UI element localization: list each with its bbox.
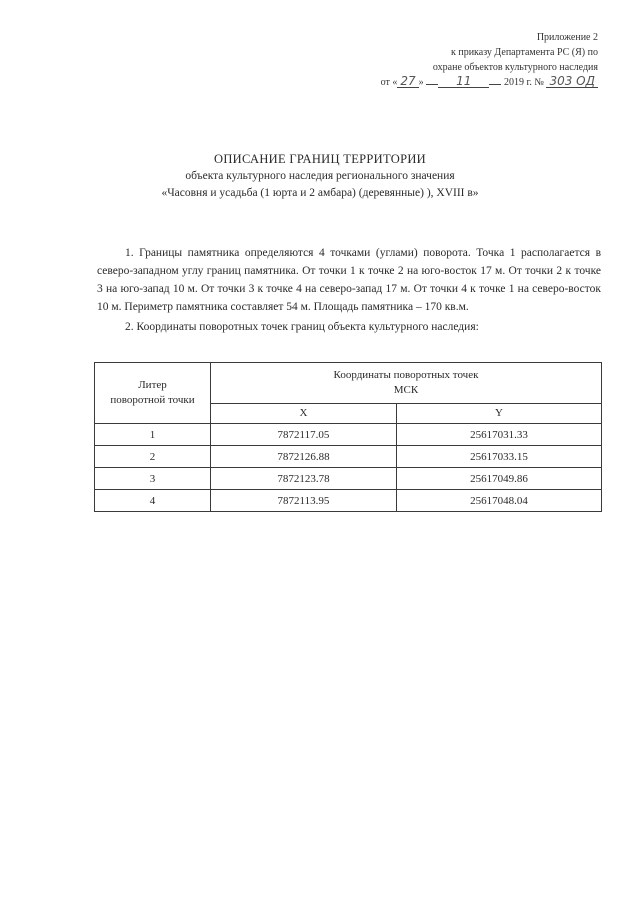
year-text: 2019 г. № — [503, 77, 544, 88]
date-underline — [426, 84, 438, 85]
order-date-line — [381, 75, 598, 90]
appendix-label: Приложение 2 — [536, 32, 598, 43]
table-row — [95, 446, 602, 468]
title-main: ОПИСАНИЕ ГРАНИЦ ТЕРРИТОРИИ — [214, 152, 426, 166]
header-point-line1: Литер — [138, 379, 167, 391]
document-body — [97, 244, 601, 336]
header-point-line2: поворотной точки — [110, 394, 195, 406]
handwritten-day: 27 — [397, 75, 418, 88]
order-reference: к приказу Департамента РС (Я) по — [450, 47, 598, 58]
date-mid: » — [418, 77, 424, 88]
date-prefix: от « — [380, 77, 398, 88]
cell-x: 7872113.95 — [211, 490, 397, 512]
header-point-letter — [95, 363, 211, 424]
cell-y: 25617048.04 — [396, 490, 601, 512]
table-row — [95, 424, 602, 446]
header-y: Y — [396, 403, 601, 423]
handwritten-month: 11 — [438, 75, 489, 88]
cell-x: 7872126.88 — [211, 446, 397, 468]
paragraph-boundaries: 1. Границы памятника определяются 4 точками (углами) поворота. Точка 1 располагается в северо-западном углу границ памятника. От точки 1 к точке 2 на юго-восток 17 м. От точки 2 к точке 3 на юго-запад 10 м. От точки 3 к точке 4 на северо-запад 17 м. От точки 4 к точке 1 на северо-восток 10 м. Периметр памятника составляет 54 м. Площадь памятника – 170 кв.м. — [97, 247, 601, 313]
table-row — [95, 468, 602, 490]
document-title — [0, 150, 640, 202]
table-header-row — [95, 363, 602, 404]
handwritten-order-number: 303 ОД — [546, 75, 598, 88]
cell-x: 7872123.78 — [211, 468, 397, 490]
cell-y: 25617031.33 — [396, 424, 601, 446]
cell-point: 4 — [95, 490, 211, 512]
cell-y: 25617033.15 — [396, 446, 601, 468]
cell-point: 2 — [95, 446, 211, 468]
cell-x: 7872117.05 — [211, 424, 397, 446]
cell-point: 1 — [95, 424, 211, 446]
title-object-name: «Часовня и усадьба (1 юрта и 2 амбара) (деревянные) ), XVIII в» — [161, 187, 479, 199]
paragraph-coordinates-intro: 2. Координаты поворотных точек границ объекта культурного наследия: — [125, 321, 479, 333]
cell-point: 3 — [95, 468, 211, 490]
order-department: охране объектов культурного наследия — [432, 62, 598, 73]
header-coordinates-system: МСК — [393, 383, 419, 396]
cell-y: 25617049.86 — [396, 468, 601, 490]
header-x: X — [211, 403, 397, 423]
header-coordinates-line1: Координаты поворотных точек — [333, 368, 479, 381]
appendix-header — [381, 30, 598, 90]
date-underline — [489, 84, 501, 85]
table-row — [95, 490, 602, 512]
coordinates-table — [94, 362, 602, 512]
title-subtitle: объекта культурного наследия регионального значения — [185, 170, 455, 182]
header-coordinates — [211, 363, 602, 404]
